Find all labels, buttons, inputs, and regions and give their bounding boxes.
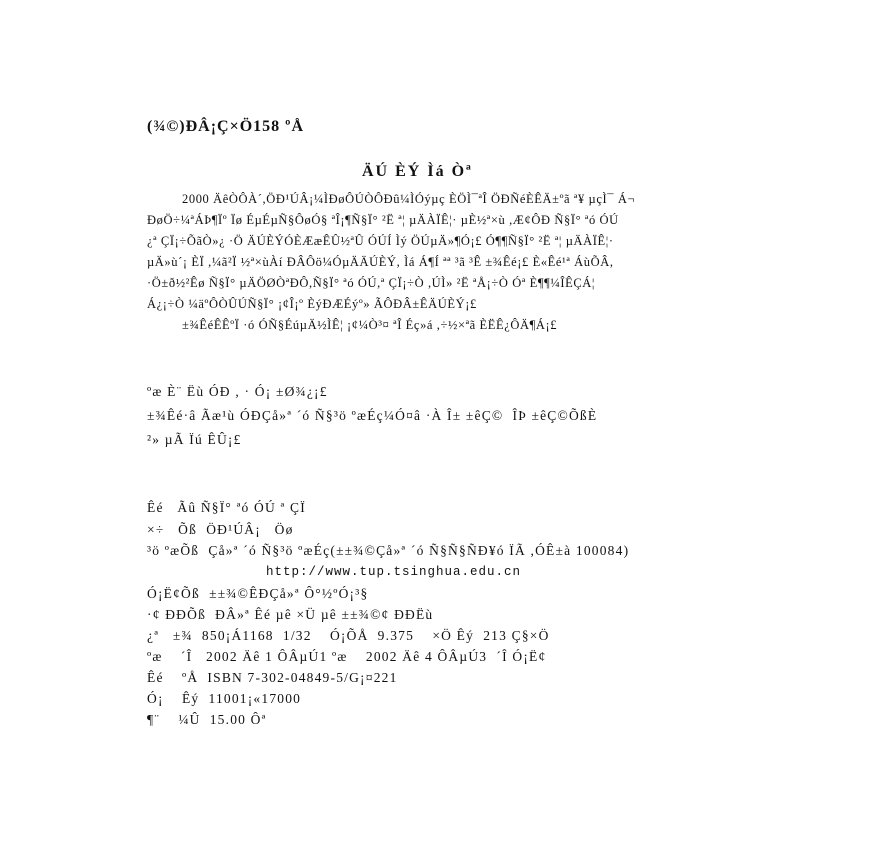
- detail-line: ºæ ´Î 2002 Äê 1 ÔÂµÚ1 ºæ 2002 Äê 4 ÔÂµÚ3 ´Î Ó¡Ë¢: [147, 649, 547, 664]
- website-url: http://www.tup.tsinghua.edu.cn: [147, 565, 522, 579]
- detail-line: Êé ºÅ ISBN 7-302-04849-5/G¡¤221: [147, 670, 398, 685]
- abstract-line: ±¾ÊéÊÊºÏ ·ó ÓÑ§ÉúµÄ½ÌÊ¦ ¡¢¼Ò³¤ ªÎ Éç»á ,÷½×ªã ÈËÊ¿ÔÄ¶Á¡£: [182, 318, 558, 332]
- copyright-line: ±¾Êé·â Ãæ¹ù ÓÐÇå»ª ´ó Ñ§³ö ºæÉç¼Ó¤â ·À Î± ±êÇ© ÎÞ ±êÇ©ÕßÈ: [147, 408, 598, 423]
- detail-line: ³ö ºæÕß Çå»ª ´ó Ñ§³ö ºæÉç(±±¾©Çå»ª ´ó Ñ§Ñ§ÑÐ¥ó ÏÃ ,ÓÊ±à 100084): [147, 543, 630, 558]
- abstract-line: ·Ö±ð½²Êø Ñ§Ï° µÄÖØÒªÐÔ,Ñ§Ï° ªó ÓÚ,ª ÇÏ¡÷Ò ,ÚÌ» ²Ë ªÅ¡÷Ò Óª È¶¶¼ÎÊÇÁ¦: [147, 276, 596, 290]
- copyright-line: ºæ È¨ Ëù ÓÐ , · Ó¡ ±Ø¾¿¡£: [147, 384, 328, 399]
- detail-line: ×÷ Õß ÖÐ¹ÚÂ¡ Öø: [147, 522, 294, 537]
- detail-line: Ó¡ Êý 11001¡«17000: [147, 691, 302, 706]
- abstract-line: µÄ»ù´¡ ÈÏ ,¼ã²Ï ½ª×ùÀí ÐÂÔö¼ÓµÄÄÚÈÝ, Ìá Á¶Í ªª ³ã ³Ê ±¾Êé¡£ È«Êé¹ª ÁùÕÂ,: [147, 255, 614, 269]
- summary-title: ÄÚ ÈÝ Ìá Òª: [362, 163, 473, 180]
- detail-line: Ó¡Ë¢Õß ±±¾©ÊÐÇå»ª Ô°½ºÓ¡³§: [147, 586, 369, 601]
- cip-heading: (¾©)ÐÂ¡Ç×Ö158 ºÅ: [147, 118, 304, 135]
- copyright-line: ²» µÃ Ïú ÊÛ¡£: [147, 432, 242, 447]
- detail-line: Êé Ãû Ñ§Ï° ªó ÓÚ ª ÇÏ: [147, 500, 306, 515]
- abstract-line: Á¿¡÷Ò ¼äºÔÒÛÚÑ§Ï° ¡¢Î¡º ÈýÐÆÉýº» ÃÔÐÂ±ÊÄÚÈÝ¡£: [147, 297, 477, 311]
- abstract-line: ÐøÖ÷¼ªÁÞ¶Ïº Ïø ÉµÉµÑ§ÔøÓ§ ªÎ¡¶Ñ§Ï° ²Ë ª¦ µÄÀÏÊ¦· µÈ½ª×ù ,Æ¢ÔÐ Ñ§Ï° ªó ÓÚ: [147, 213, 619, 227]
- abstract-line: ¿ª ÇÏ¡÷ÕãÒ»¿ ·Ö ÄÚÈÝÓÈÆæÊÛ½ªÛ ÓÚÍ Ìý ÖÚµÄ»¶Ó¡£ Ó¶¶Ñ§Ï° ²Ë ª¦ µÄÀÏÊ¦·: [147, 234, 614, 248]
- detail-line: ¶¨ ¼Û 15.00 Ôª: [147, 712, 267, 727]
- abstract-line: 2000 ÄêÒÔÀ´,ÖÐ¹ÚÂ¡¼ÌÐøÔÚÒÔÐû¼ÌÓýµç ÈÖÌ¯ªÎ ÖÐÑéÈÊÄ±ºã ª¥ µçÌ¯ Á¬: [182, 192, 636, 206]
- detail-line: ·¢ ÐÐÕß ÐÂ»ª Êé µê ×Ü µê ±±¾©¢ ÐÐËù: [147, 607, 434, 622]
- detail-line: ¿ª ±¾ 850¡Á1168 1/32 Ó¡ÕÅ 9.375 ×Ö Êý 213 Ç§×Ö: [147, 628, 550, 643]
